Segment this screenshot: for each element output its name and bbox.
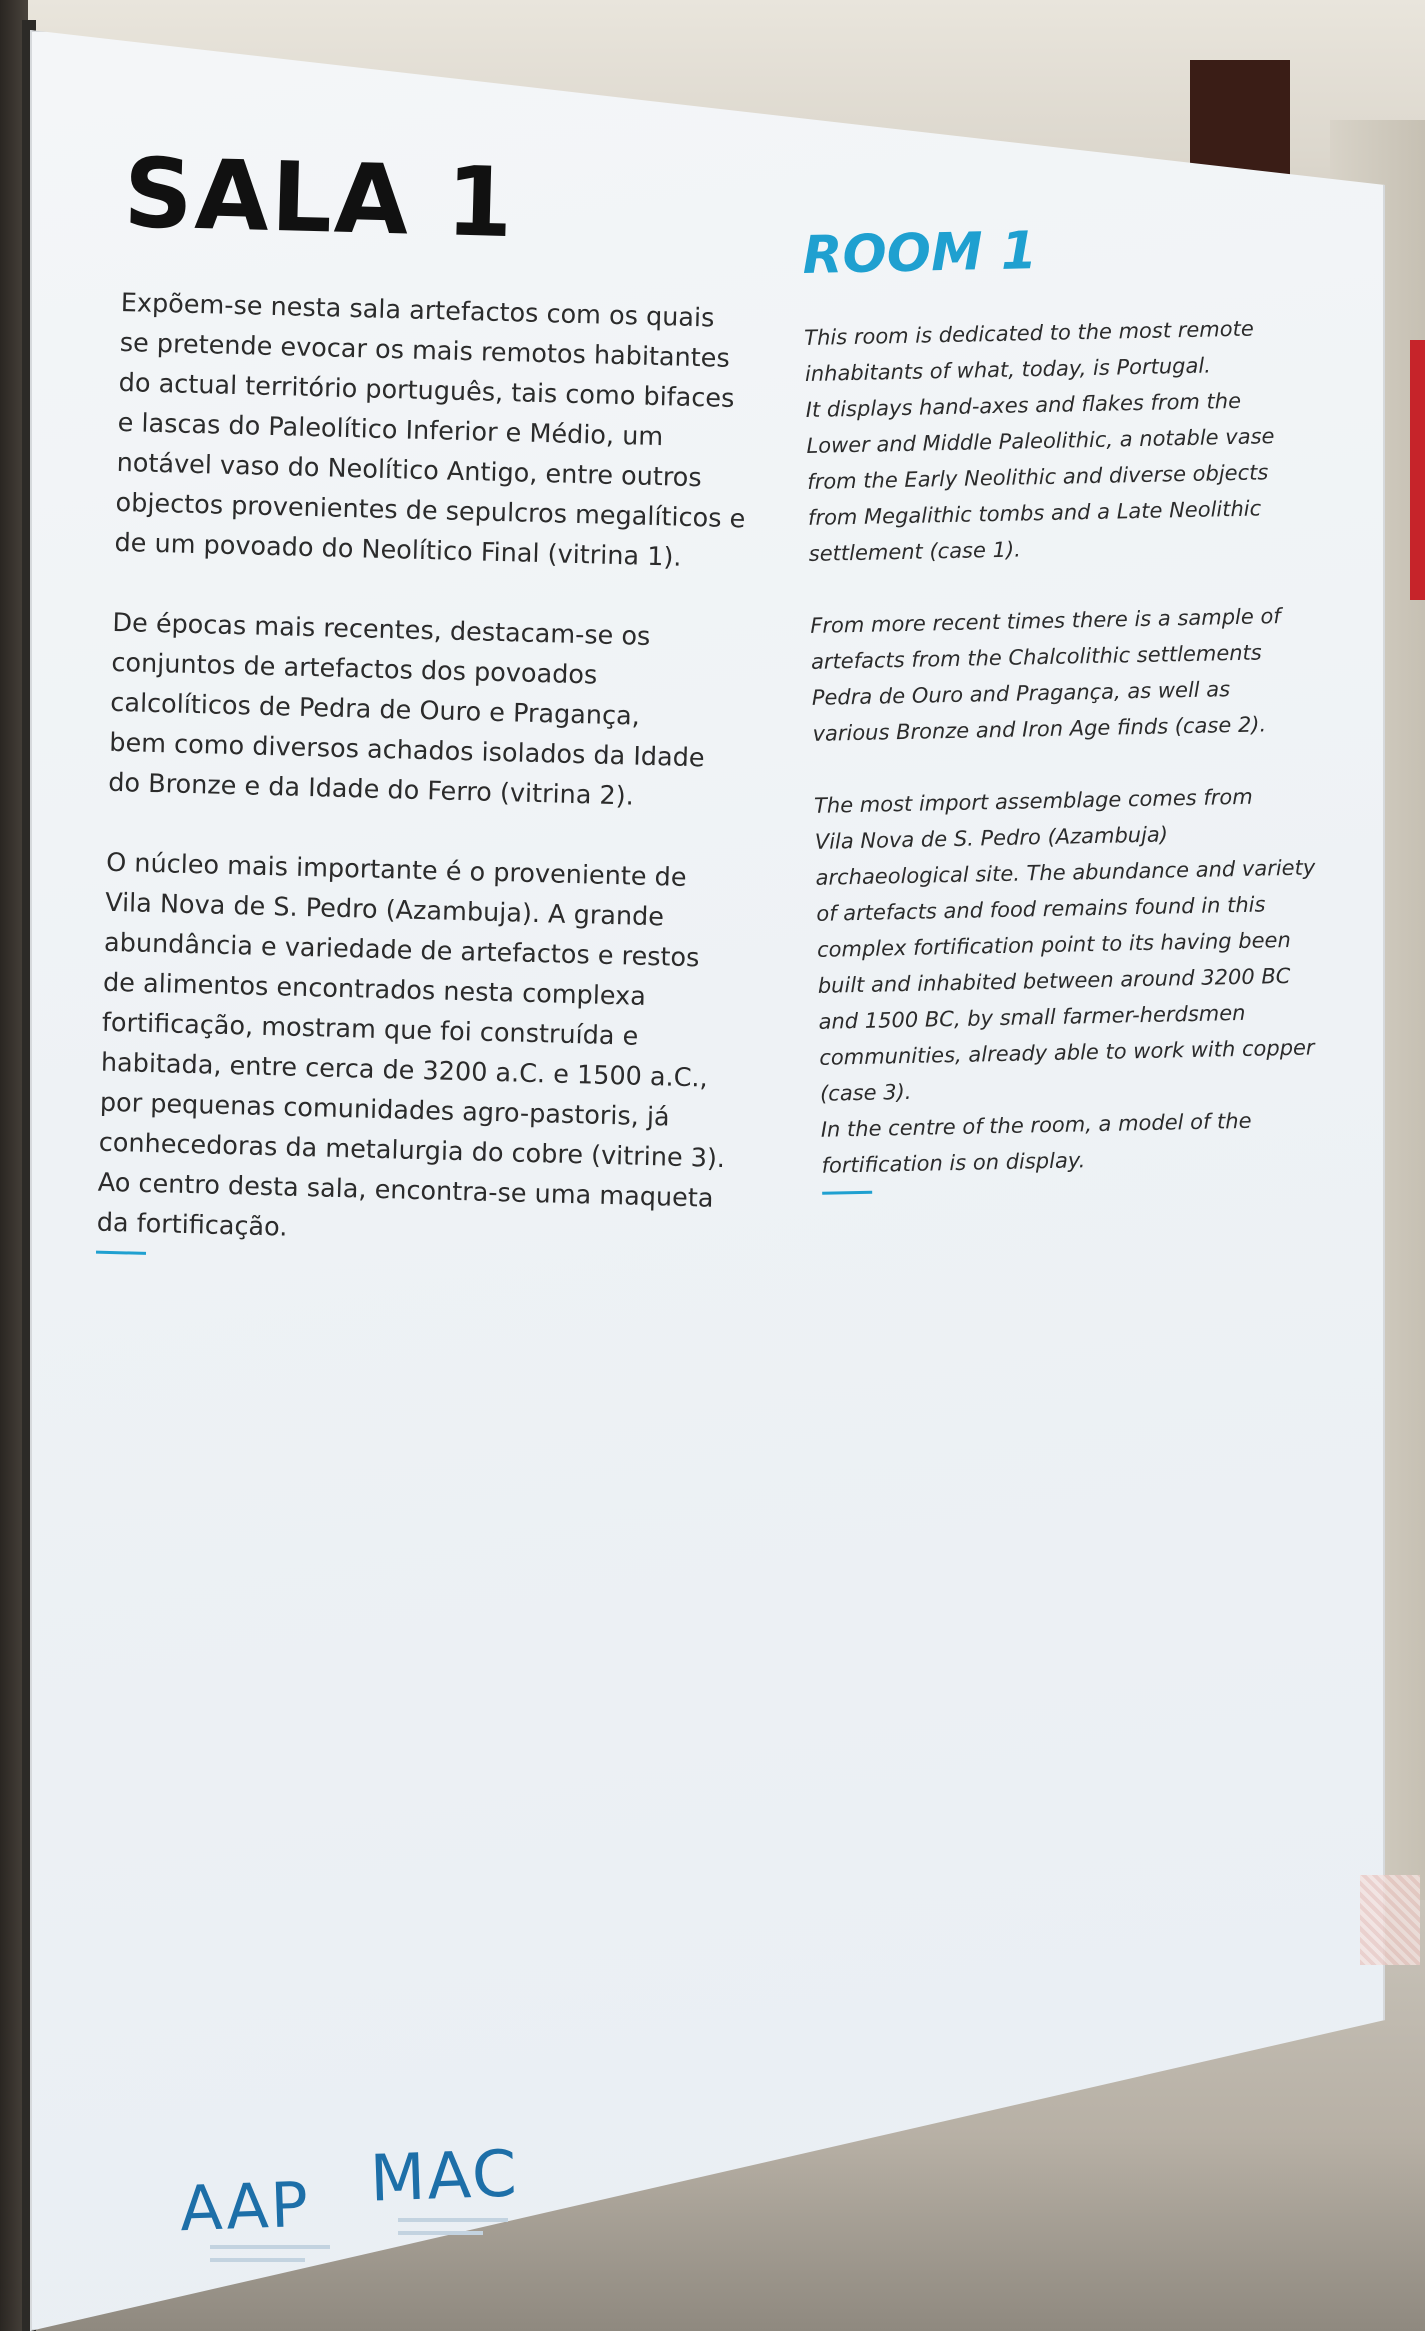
text-line: Vila Nova de S. Pedro (Azambuja). A grande xyxy=(104,887,665,933)
text-line: (case 3). xyxy=(819,1079,912,1106)
mac-logo: MAC xyxy=(368,2137,520,2217)
text-line: Lower and Middle Paleolithic, a notable vase xyxy=(806,424,1275,458)
english-column xyxy=(802,219,1343,1231)
text-line: of artefacts and food remains found in this xyxy=(816,892,1266,926)
en-paragraph-1 xyxy=(804,309,1329,572)
text-line: De épocas mais recentes, destacam-se os xyxy=(112,607,651,652)
text-line: complex fortification point to its having been xyxy=(816,927,1292,962)
text-line: se pretende evocar os mais remotos habitantes xyxy=(119,327,731,374)
en-paragraph-4 xyxy=(820,1101,1342,1195)
text-line: de alimentos encontrados nesta complexa xyxy=(102,967,647,1012)
text-line: do Bronze e da Idade do Ferro (vitrina 2). xyxy=(107,767,635,812)
pt-paragraph-3 xyxy=(96,843,767,1271)
text-line: fortificação, mostram que foi construída e xyxy=(101,1007,639,1052)
text-line: bem como diversos achados isolados da Idade xyxy=(108,727,705,774)
aap-logo: AAP xyxy=(178,2167,312,2246)
background-red-sign-edge xyxy=(1410,340,1425,600)
en-paragraph-2 xyxy=(810,597,1333,752)
text-line: from Megalithic tombs and a Late Neolithic xyxy=(807,496,1262,530)
text-line: In the centre of the room, a model of the xyxy=(820,1108,1252,1142)
text-line: conhecedoras da metalurgia do cobre (vitrine 3). xyxy=(98,1127,726,1175)
text-line: abundância e variedade de artefactos e restos xyxy=(103,927,700,974)
text-line: It displays hand-axes and flakes from the xyxy=(805,388,1242,422)
text-line: From more recent times there is a sample of xyxy=(810,604,1281,638)
pt-paragraph-1 xyxy=(114,283,781,580)
text-line: settlement (case 1). xyxy=(808,537,1022,566)
text-line: por pequenas comunidades agro-pastoris, já xyxy=(99,1087,671,1133)
text-line: Ao centro desta sala, encontra-se uma maqueta xyxy=(97,1167,714,1214)
text-line: e lascas do Paleolítico Inferior e Médio, um xyxy=(117,407,664,453)
mac-logo-subtext xyxy=(398,2231,483,2235)
text-line: habitada, entre cerca de 3200 a.C. e 1500 a.C., xyxy=(100,1047,709,1094)
text-line: O núcleo mais importante é o proveniente de xyxy=(105,847,687,893)
mac-logo-subtext xyxy=(398,2218,508,2222)
sticker xyxy=(1360,1875,1420,1965)
accent-dash xyxy=(822,1191,872,1195)
text-line: objectos provenientes de sepulcros megalíticos e xyxy=(115,487,746,535)
text-line: calcolíticos de Pedra de Ouro e Pragança, xyxy=(110,687,641,732)
text-line: The most import assemblage comes from xyxy=(813,784,1253,818)
text-line: de um povoado do Neolítico Final (vitrina 1). xyxy=(114,527,682,573)
text-line: Expõem-se nesta sala artefactos com os quais xyxy=(120,287,715,334)
text-line: various Bronze and Iron Age finds (case 2). xyxy=(812,712,1267,746)
english-title: ROOM 1 xyxy=(801,221,1038,286)
aap-logo-subtext xyxy=(210,2258,305,2262)
text-line: artefacts from the Chalcolithic settlements xyxy=(810,640,1262,674)
text-line: Vila Nova de S. Pedro (Azambuja) xyxy=(814,822,1169,854)
text-line: notável vaso do Neolítico Antigo, entre outros xyxy=(116,447,703,494)
text-line: da fortificação. xyxy=(96,1207,288,1243)
text-line: built and inhabited between around 3200 BC xyxy=(817,963,1291,998)
panel-content xyxy=(30,30,1385,2331)
en-paragraph-3 xyxy=(814,777,1341,1112)
text-line: from the Early Neolithic and diverse objects xyxy=(807,460,1269,494)
text-line: This room is dedicated to the most remote xyxy=(804,316,1254,350)
text-line: archaeological site. The abundance and variety xyxy=(815,855,1316,890)
text-line: inhabitants of what, today, is Portugal. xyxy=(804,353,1212,386)
pt-paragraph-2 xyxy=(108,603,773,820)
text-line: Pedra de Ouro and Pragança, as well as xyxy=(811,677,1231,710)
text-line: do actual território português, tais como bifaces xyxy=(118,367,735,415)
text-line: fortification is on display. xyxy=(821,1148,1086,1178)
portuguese-title: SALA 1 xyxy=(122,137,517,260)
text-line: communities, already able to work with copper xyxy=(819,1035,1315,1070)
aap-logo-subtext xyxy=(210,2245,330,2249)
text-line: and 1500 BC, by small farmer-herdsmen xyxy=(818,1000,1246,1034)
portuguese-column xyxy=(95,137,785,1311)
accent-dash xyxy=(96,1251,146,1255)
text-line: conjuntos de artefactos dos povoados xyxy=(111,647,598,691)
